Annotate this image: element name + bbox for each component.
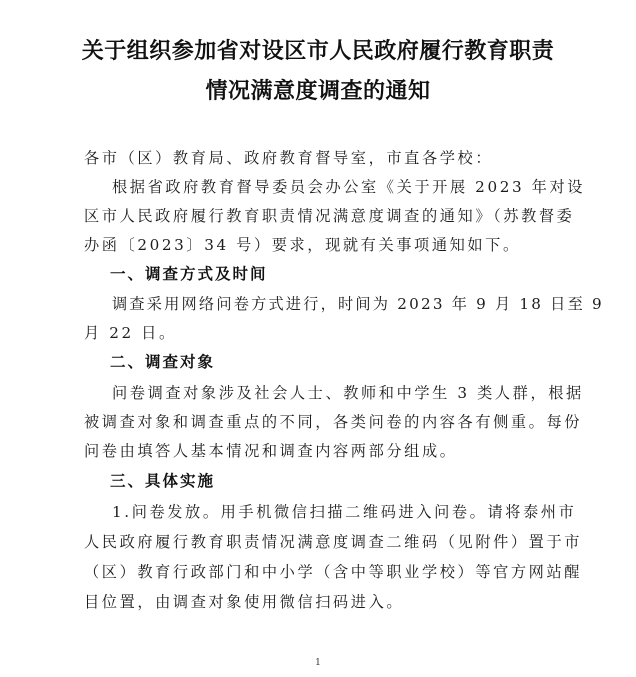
section-3-line-3: （区）教育行政部门和中小学（含中等职业学校）等官方网站醒: [84, 563, 583, 581]
section-2-line-1: 问卷调查对象涉及社会人士、教师和中学生 3 类人群，根据: [112, 384, 584, 402]
section-3-line-1: 1.问卷发放。用手机微信扫描二维码进入问卷。请将泰州市: [112, 503, 577, 521]
intro-line-1: 根据省政府教育督导委员会办公室《关于开展 2023 年对设: [112, 178, 586, 196]
page-number: 1: [315, 658, 321, 668]
intro-line-2: 区市人民政府履行教育职责情况满意度调查的通知》（苏教督委: [84, 207, 575, 225]
section-3-line-2: 人民政府履行教育职责情况满意度调查二维码（见附件）置于市: [84, 533, 583, 551]
section-2-line-2: 被调查对象和调查重点的不同，各类问卷的内容各有侧重。每份: [84, 413, 583, 431]
document-title-line-2: 情况满意度调查的通知: [205, 79, 431, 104]
section-heading-3: 三、具体实施: [110, 472, 216, 490]
section-heading-1: 一、调查方式及时间: [110, 265, 268, 283]
section-3-line-4: 目位置，由调查对象使用微信扫码进入。: [84, 593, 405, 611]
section-heading-2: 二、调查对象: [110, 353, 216, 371]
document-title-line-1: 关于组织参加省对设区市人民政府履行教育职责: [81, 39, 555, 64]
intro-line-3: 办函〔2023〕34 号）要求，现就有关事项通知如下。: [84, 236, 521, 254]
section-1-line-1: 调查采用网络问卷方式进行，时间为 2023 年 9 月 18 日至 9: [112, 295, 604, 313]
salutation: 各市（区）教育局、政府教育督导室，市直各学校：: [84, 149, 494, 167]
section-1-line-2: 月 22 日。: [84, 324, 177, 342]
section-2-line-3: 问卷由填答人基本情况和调查内容两部分组成。: [84, 442, 458, 460]
